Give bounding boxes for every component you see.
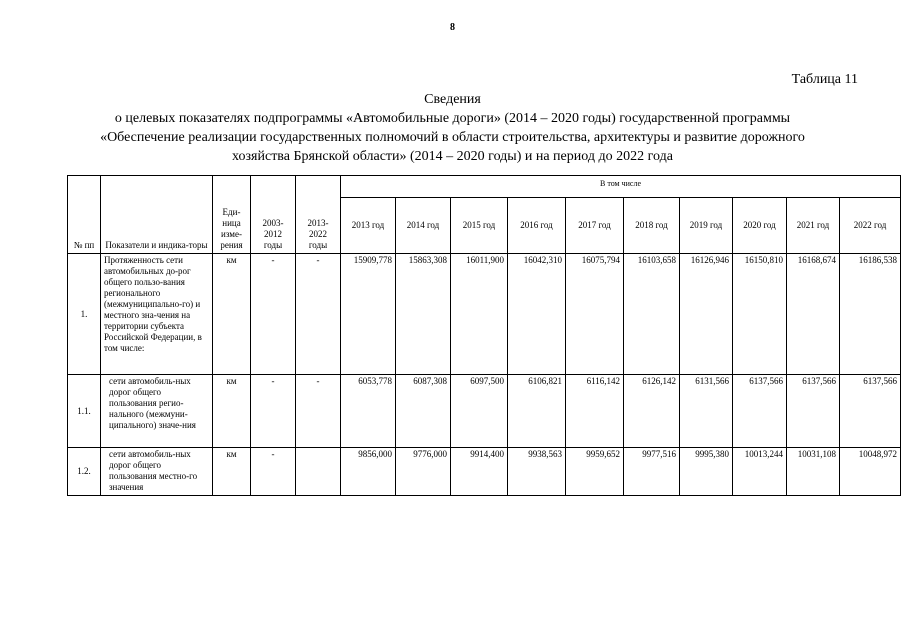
row-value: 6106,821 bbox=[508, 375, 566, 448]
header-year: 2014 год bbox=[396, 197, 451, 253]
row-value: 16042,310 bbox=[508, 254, 566, 375]
row-value: 9914,400 bbox=[451, 448, 508, 496]
row-period-2003-2012: - bbox=[251, 254, 296, 375]
title-line: «Обеспечение реализации государственных полномочий в области строительства, архитектуры и развитие дорожного bbox=[100, 130, 805, 145]
header-year: 2021 год bbox=[787, 197, 840, 253]
row-value: 9776,000 bbox=[396, 448, 451, 496]
row-unit: км bbox=[213, 448, 251, 496]
table-label: Таблица 11 bbox=[791, 72, 858, 87]
row-unit: км bbox=[213, 375, 251, 448]
header-period-2003-2012: 2003-2012 годы bbox=[251, 176, 296, 254]
row-value: 6097,500 bbox=[451, 375, 508, 448]
row-indicator: сети автомобиль-ных дорог общего пользования местно-го значения bbox=[101, 448, 213, 496]
row-value: 9959,652 bbox=[566, 448, 624, 496]
row-indicator: Протяженность сети автомобильных до-рог общего пользо-вания регионального (межмуниципально-го) и местного зна-чения на территории субъекта Российской Федерации, в том числе: bbox=[101, 254, 213, 375]
row-period-2013-2022 bbox=[296, 448, 341, 496]
row-indicator: сети автомобиль-ных дорог общего пользования регио-нального (межмуни-ципального) значе-ния bbox=[101, 375, 213, 448]
row-period-2003-2012: - bbox=[251, 448, 296, 496]
row-value: 10031,108 bbox=[787, 448, 840, 496]
header-year: 2019 год bbox=[680, 197, 733, 253]
indicators-table bbox=[67, 175, 901, 496]
header-group: В том числе bbox=[341, 176, 901, 198]
header-year: 2016 год bbox=[508, 197, 566, 253]
row-value: 6053,778 bbox=[341, 375, 396, 448]
row-value: 10048,972 bbox=[840, 448, 901, 496]
row-value: 6137,566 bbox=[787, 375, 840, 448]
table-row bbox=[68, 375, 901, 448]
title-line: хозяйства Брянской области» (2014 – 2020 годы) и на период до 2022 года bbox=[232, 149, 673, 164]
table-header-row bbox=[68, 176, 901, 198]
row-value: 16126,946 bbox=[680, 254, 733, 375]
row-value: 16075,794 bbox=[566, 254, 624, 375]
row-num: 1. bbox=[68, 254, 101, 375]
row-period-2013-2022: - bbox=[296, 254, 341, 375]
row-period-2003-2012: - bbox=[251, 375, 296, 448]
table-row bbox=[68, 254, 901, 375]
row-unit: км bbox=[213, 254, 251, 375]
row-value: 16103,658 bbox=[624, 254, 680, 375]
header-unit: Еди-ница изме-рения bbox=[213, 176, 251, 254]
row-period-2013-2022: - bbox=[296, 375, 341, 448]
header-year: 2018 год bbox=[624, 197, 680, 253]
row-value: 9938,563 bbox=[508, 448, 566, 496]
document-title bbox=[40, 90, 865, 166]
row-value: 6137,566 bbox=[733, 375, 787, 448]
row-value: 6116,142 bbox=[566, 375, 624, 448]
row-value: 15863,308 bbox=[396, 254, 451, 375]
row-num: 1.2. bbox=[68, 448, 101, 496]
header-year: 2020 год bbox=[733, 197, 787, 253]
title-line: Сведения bbox=[424, 92, 481, 107]
row-value: 9977,516 bbox=[624, 448, 680, 496]
header-indicator: Показатели и индика-торы bbox=[101, 176, 213, 254]
row-value: 16186,538 bbox=[840, 254, 901, 375]
row-num: 1.1. bbox=[68, 375, 101, 448]
table-row bbox=[68, 448, 901, 496]
page-number: 8 bbox=[450, 22, 455, 33]
row-value: 6087,308 bbox=[396, 375, 451, 448]
row-value: 16168,674 bbox=[787, 254, 840, 375]
row-value: 9856,000 bbox=[341, 448, 396, 496]
header-year: 2013 год bbox=[341, 197, 396, 253]
header-period-2013-2022: 2013-2022 годы bbox=[296, 176, 341, 254]
row-value: 6131,566 bbox=[680, 375, 733, 448]
row-value: 15909,778 bbox=[341, 254, 396, 375]
header-year: 2015 год bbox=[451, 197, 508, 253]
row-value: 16011,900 bbox=[451, 254, 508, 375]
row-value: 6126,142 bbox=[624, 375, 680, 448]
row-value: 16150,810 bbox=[733, 254, 787, 375]
row-value: 10013,244 bbox=[733, 448, 787, 496]
header-year: 2017 год bbox=[566, 197, 624, 253]
header-num: № пп bbox=[68, 176, 101, 254]
row-value: 9995,380 bbox=[680, 448, 733, 496]
row-value: 6137,566 bbox=[840, 375, 901, 448]
header-year: 2022 год bbox=[840, 197, 901, 253]
title-line: о целевых показателях подпрограммы «Автомобильные дороги» (2014 – 2020 годы) государственной программы bbox=[114, 111, 791, 126]
